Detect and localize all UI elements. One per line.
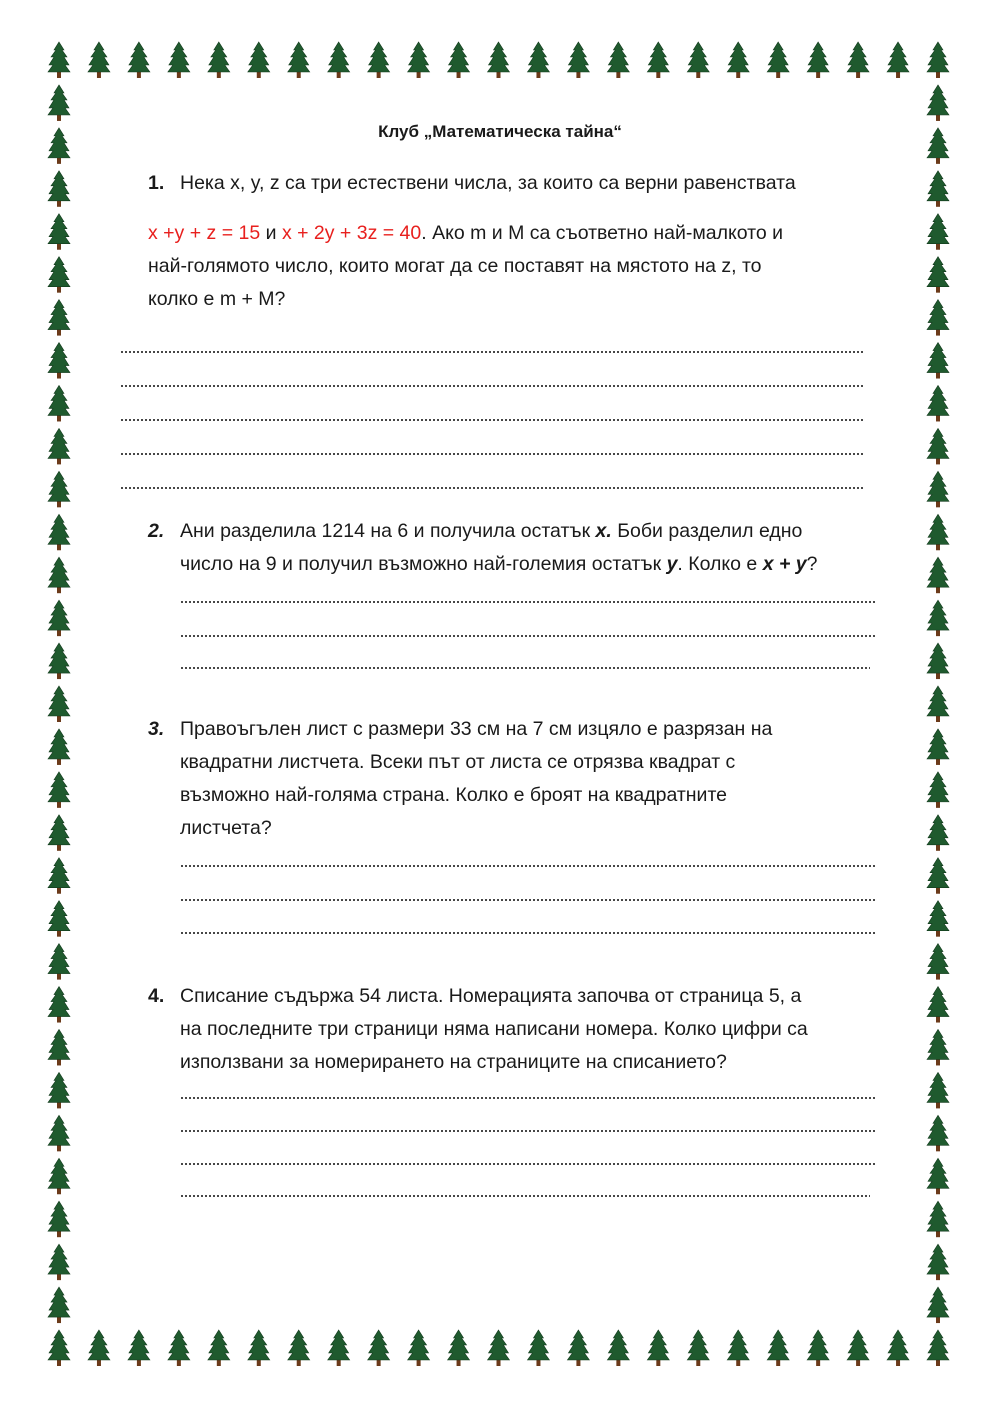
problem-text: Ани разделила 1214 на 6 и получила остатък: [180, 520, 596, 542]
answer-line: [120, 486, 865, 490]
answer-line: [120, 350, 865, 354]
problem-text-line: най-голямото число, които могат да се поставят на мястото на z, то: [148, 255, 762, 277]
answer-line: [180, 931, 876, 935]
problem-text: число на 9 и получил възможно най-големия остатък: [180, 553, 667, 575]
problem-number: 3.: [148, 718, 165, 740]
problem-text-line: Списание съдържа 54 листа. Номерацията започва от страница 5, а: [180, 985, 802, 1007]
expression-x-plus-y: x + y: [762, 553, 807, 575]
problem-text-line: квадратни листчета. Всеки път от листа се отрязва квадрат с: [180, 751, 736, 773]
problem-text: Боби разделил едно: [611, 520, 803, 542]
answer-line: [180, 1129, 876, 1133]
problem-text: ?: [806, 553, 818, 575]
answer-line: [120, 418, 865, 422]
answer-line: [180, 634, 876, 638]
problem-text-line: на последните три страници няма написани номера. Колко цифри са: [180, 1018, 808, 1040]
variable-y: y: [666, 553, 678, 575]
problem-text-line: Нека x, y, z са три естествени числа, за които са верни равенствата: [180, 172, 796, 194]
problem-text: . Ако m и M са съответно най-малкото и: [421, 222, 783, 244]
answer-line: [180, 864, 876, 868]
page-title: Клуб „Математическа тайна“: [378, 122, 622, 141]
answer-line: [180, 1096, 876, 1100]
answer-line: [120, 452, 865, 456]
problem-number: 4.: [148, 985, 165, 1007]
problem-number: 1.: [148, 172, 165, 194]
answer-line: [180, 1194, 870, 1198]
answer-line: [180, 666, 870, 670]
problem-text-line: [180, 548, 817, 581]
problem-text-line: Правоъгълен лист с размери 33 см на 7 см изцяло е разрязан на: [180, 718, 773, 740]
problem-text-line: [148, 217, 783, 250]
problem-text-line: възможно най-голяма страна. Колко е броят на квадратните: [180, 784, 728, 806]
conjunction: и: [260, 222, 282, 244]
answer-line: [180, 600, 876, 604]
problem-text-line: листчета?: [180, 817, 272, 839]
equation-2: x + 2y + 3z = 40: [281, 222, 422, 244]
problem-text-line: колко е m + M?: [148, 288, 286, 310]
answer-line: [180, 898, 876, 902]
answer-line: [120, 384, 865, 388]
equation-1: x +y + z = 15: [148, 222, 261, 244]
problem-text-line: [180, 515, 802, 548]
problem-text: . Колко е: [677, 553, 763, 575]
answer-line: [180, 1162, 876, 1166]
problem-text-line: използвани за номерирането на страниците на списанието?: [180, 1051, 727, 1073]
problem-number: 2.: [148, 520, 165, 542]
variable-x: x.: [595, 520, 612, 542]
